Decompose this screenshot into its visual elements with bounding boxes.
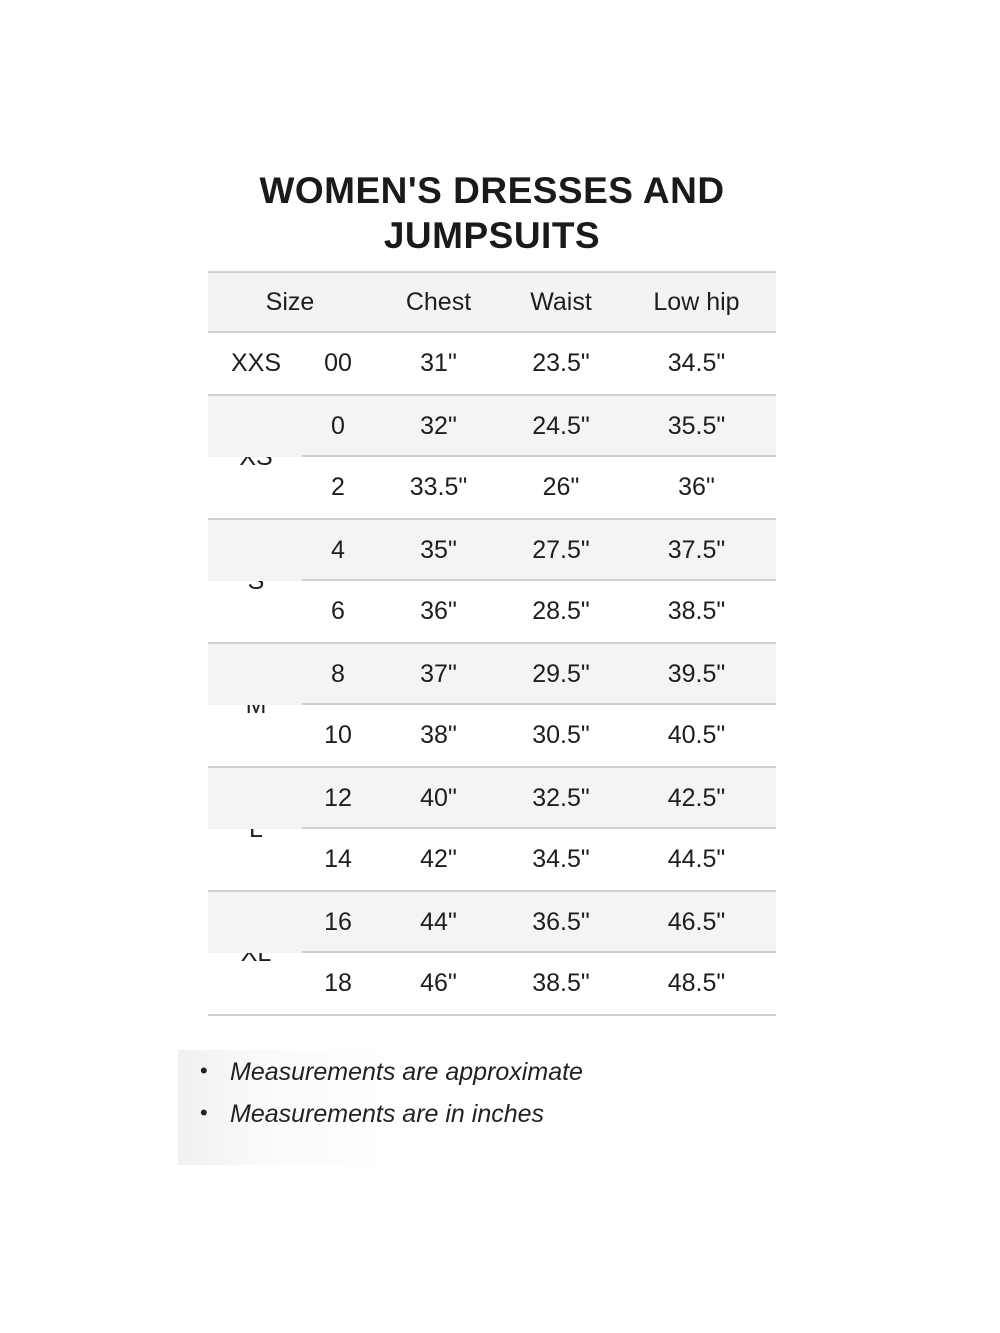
waist-cell: 24.5" [532, 412, 590, 440]
size-number-cell: 12 [324, 784, 352, 812]
size-number-cell: 16 [324, 908, 352, 936]
table-row [208, 892, 776, 953]
chest-cell: 46" [420, 969, 457, 997]
size-group [208, 520, 776, 644]
size-number-cell: 18 [324, 969, 352, 997]
waist-cell: 32.5" [532, 784, 590, 812]
waist-cell: 38.5" [532, 969, 590, 997]
size-number-cell: 6 [331, 597, 345, 625]
chest-cell: 33.5" [409, 473, 468, 501]
notes-section [178, 1050, 778, 1165]
table-row [208, 396, 776, 457]
size-group [208, 333, 776, 396]
size-group [208, 644, 776, 768]
chest-cell: 35" [420, 536, 457, 564]
header-low-hip: Low hip [653, 287, 740, 316]
waist-cell: 27.5" [532, 536, 590, 564]
low-hip-cell: 42.5" [667, 784, 726, 812]
note-text: Measurements are approximate [230, 1058, 583, 1086]
waist-cell: 26" [542, 473, 580, 501]
table-row [208, 333, 776, 394]
table-row [208, 829, 776, 890]
size-number-cell: 10 [324, 721, 352, 749]
waist-cell: 34.5" [532, 845, 590, 873]
header-chest: Chest [405, 287, 472, 316]
chest-cell: 44" [420, 908, 457, 936]
table-body [208, 333, 776, 1016]
table-row [208, 953, 776, 1014]
low-hip-cell: 35.5" [667, 412, 726, 440]
size-group-label: XXS [230, 349, 282, 377]
chest-cell: 40" [420, 784, 457, 812]
low-hip-cell: 48.5" [667, 969, 726, 997]
page-title [208, 168, 776, 258]
low-hip-cell: 39.5" [667, 660, 726, 688]
low-hip-cell: 38.5" [667, 597, 726, 625]
waist-cell: 36.5" [532, 908, 590, 936]
size-group [208, 396, 776, 520]
header-waist: Waist [530, 287, 592, 316]
chest-cell: 31" [420, 349, 457, 377]
note-item [200, 1058, 583, 1087]
chest-cell: 42" [420, 845, 457, 873]
chest-cell: 37" [420, 660, 457, 688]
low-hip-cell: 34.5" [667, 349, 726, 377]
table-row [208, 768, 776, 829]
table-row [208, 457, 776, 518]
table-row [208, 644, 776, 705]
table-row [208, 520, 776, 581]
size-number-cell: 4 [331, 536, 345, 564]
table-header [208, 271, 776, 333]
waist-cell: 29.5" [532, 660, 590, 688]
note-item [200, 1100, 545, 1129]
size-group [208, 892, 776, 1016]
size-number-cell: 00 [324, 349, 352, 377]
chest-cell: 38" [420, 721, 457, 749]
waist-cell: 23.5" [532, 349, 590, 377]
size-group [208, 768, 776, 892]
size-number-cell: 8 [331, 660, 345, 688]
table-row [208, 581, 776, 642]
chest-cell: 36" [420, 597, 457, 625]
header-size: Size [265, 287, 315, 316]
waist-cell: 30.5" [532, 721, 590, 749]
note-text: Measurements are in inches [230, 1100, 545, 1128]
low-hip-cell: 36" [678, 473, 715, 501]
size-number-cell: 14 [324, 845, 352, 873]
bullet-icon: • [200, 1058, 208, 1083]
low-hip-cell: 40.5" [667, 721, 726, 749]
bullet-icon: • [200, 1100, 208, 1125]
title-line-2: JUMPSUITS [383, 215, 601, 256]
chest-cell: 32" [420, 412, 457, 440]
size-table [208, 271, 776, 1016]
low-hip-cell: 46.5" [667, 908, 726, 936]
waist-cell: 28.5" [532, 597, 590, 625]
low-hip-cell: 37.5" [667, 536, 726, 564]
title-line-1: WOMEN'S DRESSES AND [259, 170, 725, 211]
table-row [208, 705, 776, 766]
size-number-cell: 2 [331, 473, 345, 501]
low-hip-cell: 44.5" [667, 845, 726, 873]
size-number-cell: 0 [331, 412, 345, 440]
